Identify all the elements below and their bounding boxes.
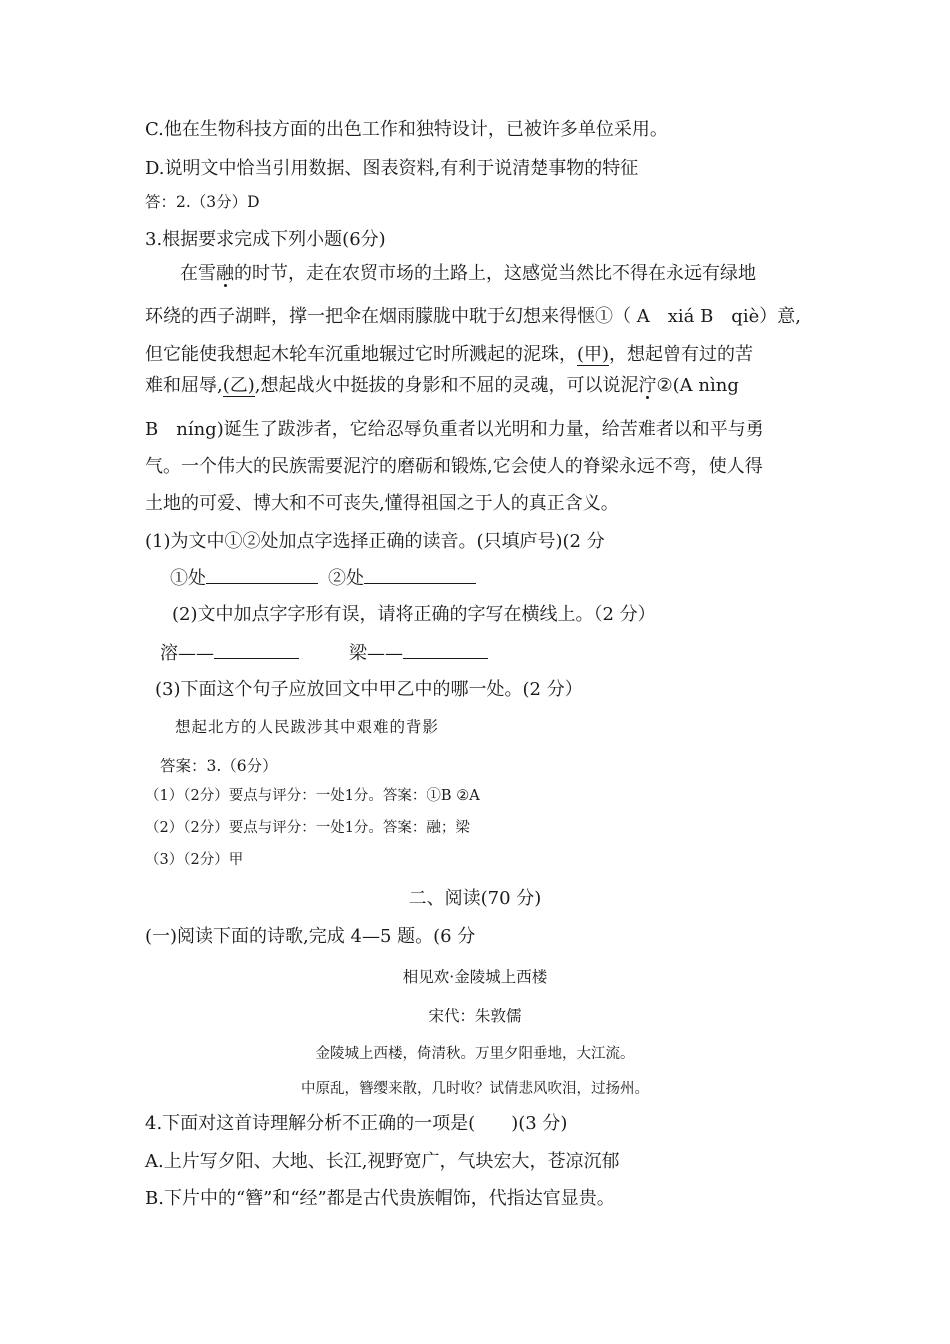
q2-option-c: C.他在生物科技方面的出色工作和独特设计，已被许多单位采用。 (145, 119, 668, 140)
q4-stem: 4.下面对这首诗理解分析不正确的一项是( )(3 分) (145, 1113, 568, 1134)
passage-text: 的时节，走在农贸市场的土路上，这感觉当然比不得在永远有绿地 (234, 263, 756, 284)
q2-answer: 答：2.（3分）D (145, 193, 260, 211)
q3-title: 3.根据要求完成下列小题(6分) (145, 229, 386, 250)
q3-passage-line-3 (145, 343, 753, 367)
q3-answer-2: （2）（2分）要点与评分：一处1分。答案：融；梁 (145, 820, 470, 836)
passage-text: ,想起战火中挺拔的身影和不屈的灵魂，可以说泥 (254, 375, 639, 396)
dotted-char-melt: 融 (216, 263, 234, 284)
q3-sub2-blanks (160, 642, 488, 666)
answer-blank (214, 642, 299, 659)
q4-option-a: A.上片写夕阳、大地、长江,视野宽广，气块宏大，苍凉沉郁 (145, 1151, 620, 1172)
poem-title: 相见欢·金陵城上西楼 (402, 968, 548, 986)
passage-text: 在雪 (180, 263, 216, 284)
answer-blank (403, 642, 488, 659)
q3-sub1: (1)为文中①②处加点字选择正确的读音。(只填庐号)(2 分 (145, 531, 605, 552)
blank-label-2: ②处 (328, 568, 364, 589)
q3-sub1-blanks (170, 567, 476, 591)
passage-text: 但它能使我想起木轮车沉重地辗过它时所溅起的泥珠， (145, 344, 577, 365)
q3-sentence: 想起北方的人民跋涉其中艰难的背影 (175, 718, 440, 736)
blank-label-1: ①处 (170, 568, 206, 589)
poem-author: 宋代：朱敦儒 (428, 1007, 522, 1025)
q3-sub3: (3)下面这个句子应放回文中甲乙中的哪一处。(2 分） (155, 679, 583, 700)
q3-answer-title: 答案：3.（6分） (160, 757, 278, 775)
blank-label-4: 梁—— (349, 643, 403, 664)
section-heading: 二、阅读(70 分) (408, 888, 542, 909)
q3-sub2: (2)文中加点字字形有误，请将正确的字写在横线上。（2 分） (172, 604, 656, 625)
section-intro: (一)阅读下面的诗歌,完成 4—5 题。(6 分 (145, 926, 476, 947)
dotted-char-ning: 泞 (638, 375, 657, 396)
q3-passage-line-4 (145, 374, 739, 398)
blank-jia: (甲) (577, 344, 610, 365)
q3-passage-line-5: B níng)诞生了跋涉者，它给忍辱负重者以光明和力量，给苦难者以和平与勇 (145, 419, 764, 440)
q3-answer-1: （1）（2分）要点与评分：一处1分。答案：①B ②A (145, 788, 480, 804)
poem-line-2: 中原乱，簪缨来散，几时收？试倩悲风吹泪，过扬州。 (301, 1081, 649, 1097)
q3-passage-line-2: 环绕的西子湖畔，撑一把伞在烟雨朦胧中耽于幻想来得惬①（ A xiá B qiè）意, (145, 306, 801, 327)
q3-passage-line-1 (180, 262, 756, 286)
answer-blank (206, 567, 318, 584)
q2-option-d: D.说明文中恰当引用数据、图表资料,有利于说清楚事物的特征 (145, 158, 639, 179)
q4-option-b: B.下片中的“簪”和“经”都是古代贵族帽饰，代指达官显贵。 (145, 1188, 615, 1209)
passage-text: ，想起曾有过的苦 (609, 344, 754, 365)
poem-line-1: 金陵城上西楼，倚清秋。万里夕阳垂地，大江流。 (315, 1046, 635, 1062)
passage-text: ②(A nìng (656, 375, 739, 396)
q3-answer-3: （3）（2分）甲 (145, 852, 244, 868)
blank-label-3: 溶—— (160, 643, 214, 664)
q3-passage-line-6: 气。一个伟大的民族需要泥泞的磨砺和锻炼,它会使人的脊梁永远不弯，使人得 (145, 456, 763, 477)
passage-text: 难和屈辱, (145, 375, 223, 396)
answer-blank (364, 567, 476, 584)
blank-yi: (乙) (222, 375, 255, 396)
q3-passage-line-7: 土地的可爱、博大和不可丧失,懂得祖国之于人的真正含义。 (145, 493, 619, 514)
